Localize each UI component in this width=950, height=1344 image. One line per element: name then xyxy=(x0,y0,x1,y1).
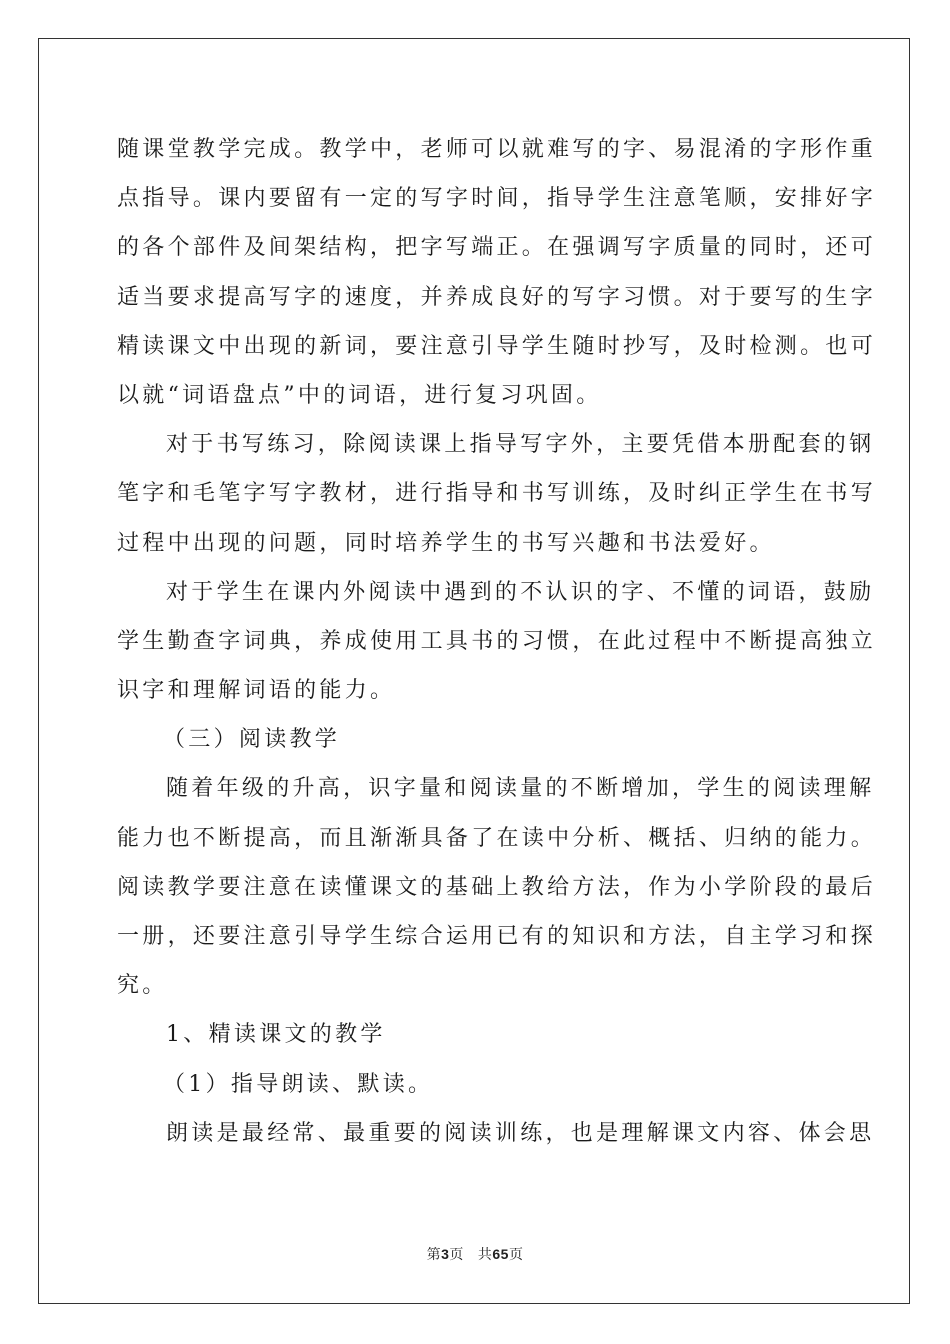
subsection-heading: （1）指导朗读、默读。 xyxy=(163,1071,434,1097)
paragraph-start: 随着年级的升高，识字量和阅读量的不断增加，学生的阅读理解 xyxy=(166,776,875,802)
text-line: 过程中出现的问题，同时培养学生的书写兴趣和书法爱好。 xyxy=(117,530,775,556)
total-pages: 65 xyxy=(492,1246,509,1262)
text-line: 以就“词语盘点”中的词语，进行复习巩固。 xyxy=(117,382,602,408)
total-suffix: 页 xyxy=(508,1247,524,1263)
paragraph-start: 朗读是最经常、最重要的阅读训练，也是理解课文内容、体会思 xyxy=(166,1120,875,1146)
paragraph-start: 对于书写练习，除阅读课上指导写字外，主要凭借本册配套的钢 xyxy=(166,432,875,458)
page-number: 3 xyxy=(441,1246,450,1262)
text-line: 点指导。课内要留有一定的写字时间，指导学生注意笔顺，安排好字 xyxy=(117,186,877,212)
total-prefix: 共 xyxy=(477,1247,493,1263)
text-line: 阅读教学要注意在读懂课文的基础上教给方法，作为小学阶段的最后 xyxy=(117,874,877,900)
text-line: 笔字和毛笔字写字教材，进行指导和书写训练，及时纠正学生在书写 xyxy=(117,481,877,507)
page-footer xyxy=(0,1244,950,1264)
text-line: 一册，还要注意引导学生综合运用已有的知识和方法，自主学习和探 xyxy=(117,924,877,949)
text-line: 学生勤查字词典，养成使用工具书的习惯，在此过程中不断提高独立 xyxy=(117,628,877,654)
text-line: 适当要求提高写字的速度，并养成良好的写字习惯。对于要写的生字 xyxy=(117,284,877,310)
subsection-heading: 1、精读课文的教学 xyxy=(166,1022,386,1048)
text-line: 究。 xyxy=(117,973,168,999)
document-body xyxy=(117,125,877,1158)
page-suffix: 页 xyxy=(449,1247,464,1263)
text-line: 能力也不断提高，而且渐渐具备了在读中分析、概括、归纳的能力。 xyxy=(117,825,877,851)
text-line: 精读课文中出现的新词，要注意引导学生随时抄写，及时检测。也可 xyxy=(117,333,877,359)
text-line: 识字和理解词语的能力。 xyxy=(117,678,396,704)
section-heading: （三）阅读教学 xyxy=(163,727,341,753)
text-line: 随课堂教学完成。教学中，老师可以就难写的字、易混淆的字形作重 xyxy=(117,137,877,162)
text-line: 的各个部件及间架结构，把字写端正。在强调写字质量的同时，还可 xyxy=(117,235,877,261)
page-prefix: 第 xyxy=(426,1247,442,1263)
paragraph-start: 对于学生在课内外阅读中遇到的不认识的字、不懂的词语，鼓励 xyxy=(166,579,875,605)
